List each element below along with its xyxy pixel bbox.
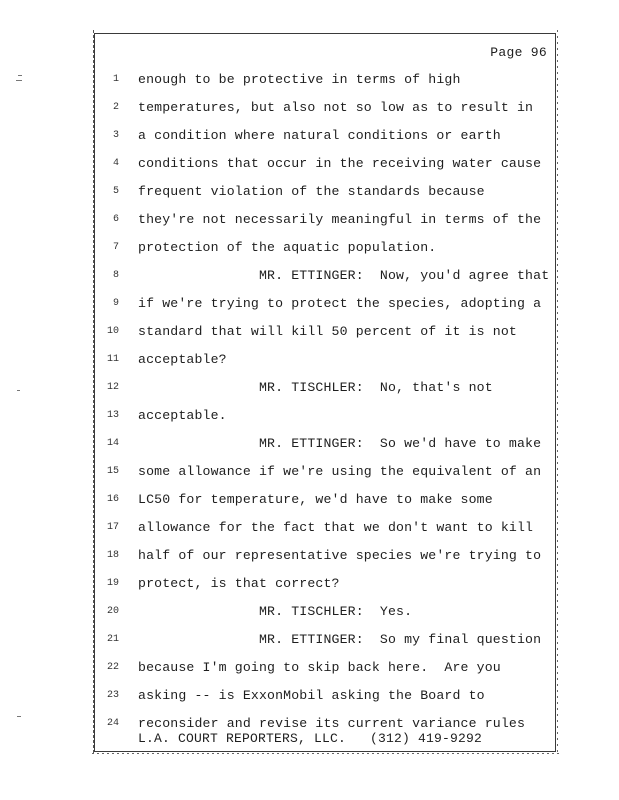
scan-speck <box>18 75 22 76</box>
scan-speck <box>17 390 20 391</box>
line-number: 17 <box>106 522 119 533</box>
transcript-line: because I'm going to skip back here. Are you <box>138 660 501 675</box>
line-number: 7 <box>112 242 119 253</box>
line-number: 16 <box>106 494 119 505</box>
line-number: 2 <box>112 102 119 113</box>
transcript-line: MR. ETTINGER: Now, you'd agree that <box>138 268 550 283</box>
transcript-line: if we're trying to protect the species, adopting a <box>138 296 542 311</box>
transcript-line: a condition where natural conditions or earth <box>138 128 501 143</box>
transcript-line: acceptable? <box>138 352 227 367</box>
line-number: 5 <box>112 186 119 197</box>
court-reporter-footer: L.A. COURT REPORTERS, LLC. (312) 419-9292 <box>138 731 483 746</box>
line-number: 21 <box>106 634 119 645</box>
line-number: 22 <box>106 662 119 673</box>
line-number: 13 <box>106 410 119 421</box>
scan-edge-bottom <box>92 753 559 754</box>
scan-speck <box>17 716 21 717</box>
transcript-line: conditions that occur in the receiving water cause <box>138 156 542 171</box>
line-number: 24 <box>106 718 119 729</box>
transcript-line: asking -- is ExxonMobil asking the Board to <box>138 688 485 703</box>
transcript-line: LC50 for temperature, we'd have to make some <box>138 492 493 507</box>
transcript-line: acceptable. <box>138 408 227 423</box>
transcript-line: half of our representative species we're trying to <box>138 548 542 563</box>
transcript-line: allowance for the fact that we don't want to kill <box>138 520 534 535</box>
line-number: 9 <box>112 298 119 309</box>
transcript-line: enough to be protective in terms of high <box>138 72 461 87</box>
line-number: 10 <box>106 326 119 337</box>
transcript-line: MR. TISCHLER: No, that's not <box>138 380 493 395</box>
transcript-line: some allowance if we're using the equivalent of an <box>138 464 542 479</box>
transcript-line: reconsider and revise its current variance rules <box>138 716 526 731</box>
line-number: 6 <box>112 214 119 225</box>
transcript-line: temperatures, but also not so low as to result in <box>138 100 534 115</box>
line-number: 19 <box>106 578 119 589</box>
transcript-page <box>94 33 556 752</box>
line-number: 1 <box>112 74 119 85</box>
line-number: 18 <box>106 550 119 561</box>
line-number: 20 <box>106 606 119 617</box>
line-number: 4 <box>112 158 119 169</box>
transcript-line: they're not necessarily meaningful in terms of the <box>138 212 542 227</box>
line-number: 15 <box>106 466 119 477</box>
page-number: Page 96 <box>490 45 547 60</box>
scan-speck <box>16 80 22 81</box>
transcript-line: frequent violation of the standards because <box>138 184 485 199</box>
line-number: 12 <box>106 382 119 393</box>
scan-edge-right <box>557 30 558 754</box>
transcript-line: MR. TISCHLER: Yes. <box>138 604 413 619</box>
transcript-line: protect, is that correct? <box>138 576 340 591</box>
transcript-line: standard that will kill 50 percent of it is not <box>138 324 517 339</box>
line-number: 11 <box>106 354 119 365</box>
transcript-line: protection of the aquatic population. <box>138 240 437 255</box>
transcript-line: MR. ETTINGER: So we'd have to make <box>138 436 542 451</box>
line-number: 3 <box>112 130 119 141</box>
line-number: 8 <box>112 270 119 281</box>
transcript-line: MR. ETTINGER: So my final question <box>138 632 542 647</box>
line-number: 23 <box>106 690 119 701</box>
line-number: 14 <box>106 438 119 449</box>
